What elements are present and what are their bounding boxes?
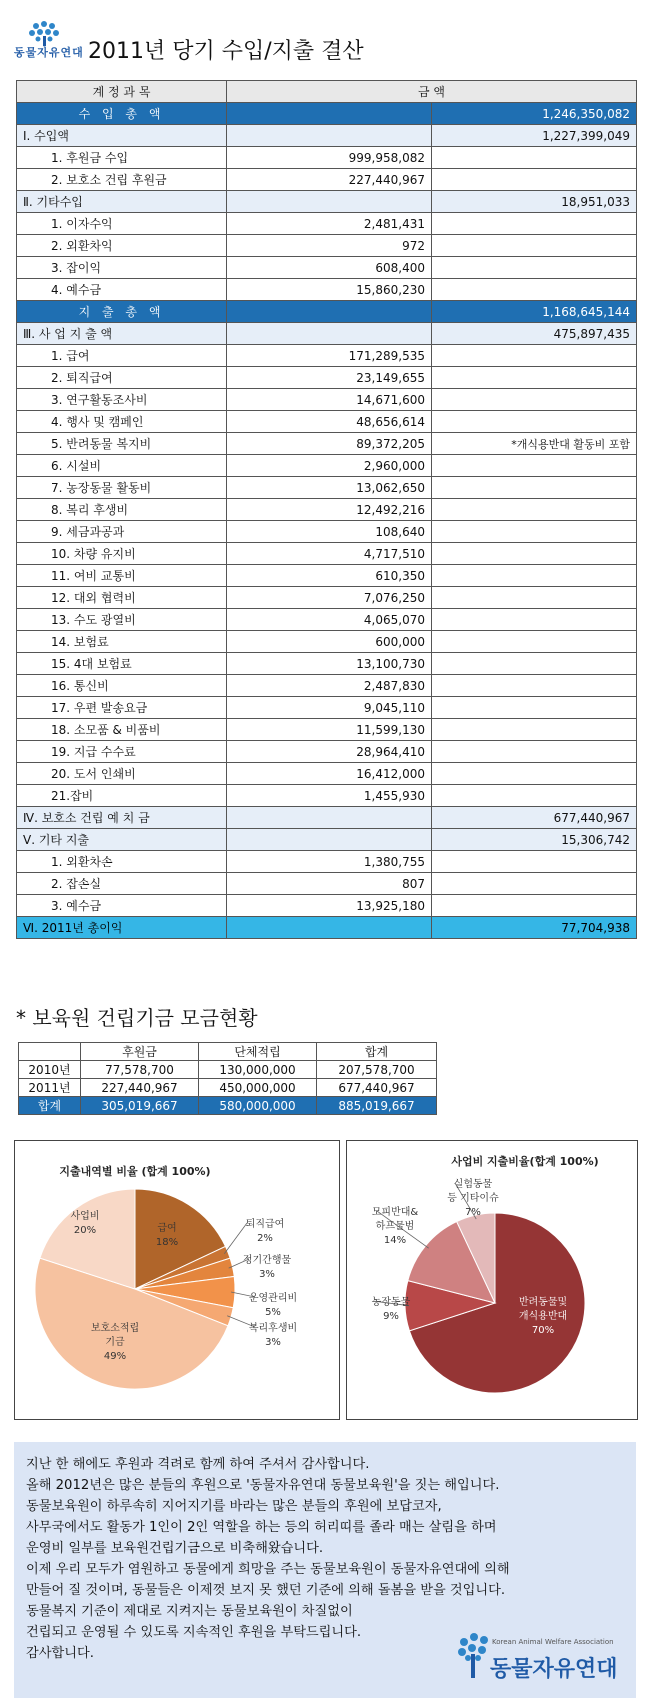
row-label: 15. 4대 보험료 — [17, 653, 227, 675]
leader-line — [224, 1223, 247, 1254]
row-label: 19. 지급 수수료 — [17, 741, 227, 763]
row-amount: 11,599,130 — [227, 719, 432, 741]
row-amount: 89,372,205 — [227, 433, 432, 455]
table-row — [17, 653, 637, 675]
table-row — [17, 389, 637, 411]
business-ratio-chart — [346, 1140, 638, 1420]
row-note — [432, 543, 637, 565]
table-row — [17, 873, 637, 895]
row-amount: 4,717,510 — [227, 543, 432, 565]
fund-cell: 885,019,667 — [317, 1097, 437, 1115]
row-note — [432, 499, 637, 521]
table-row — [17, 521, 637, 543]
row-label: 14. 보험료 — [17, 631, 227, 653]
table-row — [19, 1079, 437, 1097]
table-row — [17, 741, 637, 763]
fund-header-cell: 합계 — [317, 1043, 437, 1061]
row-note — [432, 455, 637, 477]
row-label: 4. 예수금 — [17, 279, 227, 301]
fund-cell: 227,440,967 — [81, 1079, 199, 1097]
category-row — [17, 807, 637, 829]
row-total: 77,704,938 — [432, 917, 637, 939]
row-total: 15,306,742 — [432, 829, 637, 851]
fund-cell: 677,440,967 — [317, 1079, 437, 1097]
row-label: 2. 보호소 건립 후원금 — [17, 169, 227, 191]
message-line: 만들어 질 것이며, 동물들은 이제껏 보지 못 했던 기준에 의해 돌봄을 받을 것입니다. — [26, 1583, 506, 1598]
table-row — [17, 631, 637, 653]
row-amount: 13,062,650 — [227, 477, 432, 499]
slice-label: 모피반대& 하프물범 14% — [371, 1207, 419, 1246]
footer-logo-korean: 동물자유연대 — [490, 1657, 618, 1682]
row-label: 20. 도서 인쇄비 — [17, 763, 227, 785]
category-row — [17, 125, 637, 147]
fund-cell: 130,000,000 — [199, 1061, 317, 1079]
slice-label: 사업비 20% — [70, 1211, 100, 1236]
row-note: *개식용반대 활동비 포함 — [432, 433, 637, 455]
row-label: Ⅰ. 수입액 — [17, 125, 227, 147]
expense-ratio-pie — [15, 1141, 339, 1419]
fund-section-title: * 보육원 건립기금 모금현황 — [16, 1006, 258, 1030]
row-note — [432, 411, 637, 433]
row-label: Ⅴ. 기타 지출 — [17, 829, 227, 851]
row-amount: 12,492,216 — [227, 499, 432, 521]
row-amount: 4,065,070 — [227, 609, 432, 631]
message-line: 지난 한 해에도 후원과 격려로 함께 하여 주셔서 감사합니다. — [26, 1457, 370, 1472]
row-amount: 28,964,410 — [227, 741, 432, 763]
fund-header-cell: 단체적립 — [199, 1043, 317, 1061]
chart-title: 지출내역별 비율 (합계 100%) — [59, 1165, 211, 1178]
fund-header-cell: 후원금 — [81, 1043, 199, 1061]
message-line: 감사합니다. — [26, 1646, 94, 1661]
row-label: 2. 퇴직급여 — [17, 367, 227, 389]
table-row — [17, 257, 637, 279]
row-note — [432, 697, 637, 719]
row-amount: 999,958,082 — [227, 147, 432, 169]
fund-cell: 2011년 — [19, 1079, 81, 1097]
row-note — [432, 631, 637, 653]
row-amount: 9,045,110 — [227, 697, 432, 719]
slice-label: 실험동물 등 기타이슈 7% — [447, 1179, 499, 1218]
row-amount: 23,149,655 — [227, 367, 432, 389]
slice-label: 반려동물및 개식용반대 70% — [518, 1297, 568, 1336]
row-label: 17. 우편 발송요금 — [17, 697, 227, 719]
slice-label: 농장동물 9% — [371, 1297, 411, 1322]
table-row — [17, 455, 637, 477]
table-row — [17, 279, 637, 301]
message-line: 동물보육원이 하루속히 지어지기를 바라는 많은 분들의 후원에 보답코자, — [26, 1499, 442, 1514]
row-amount: 7,076,250 — [227, 587, 432, 609]
row-amount: 972 — [227, 235, 432, 257]
slice-label: 복리후생비 3% — [248, 1323, 298, 1348]
chart-title: 사업비 지출비율(합계 100%) — [451, 1155, 599, 1168]
row-amount: 2,481,431 — [227, 213, 432, 235]
row-note — [432, 675, 637, 697]
row-label: 2. 외환차익 — [17, 235, 227, 257]
fund-cell: 305,019,667 — [81, 1097, 199, 1115]
row-label: 12. 대외 협력비 — [17, 587, 227, 609]
category-row — [17, 191, 637, 213]
fund-header-cell — [19, 1043, 81, 1061]
row-note — [432, 719, 637, 741]
table-row — [17, 675, 637, 697]
ledger-header-row — [17, 81, 637, 103]
thank-you-message — [14, 1442, 636, 1698]
table-row — [17, 411, 637, 433]
row-amount: 13,100,730 — [227, 653, 432, 675]
row-label: Ⅲ. 사 업 지 출 액 — [17, 323, 227, 345]
row-amount: 171,289,535 — [227, 345, 432, 367]
row-amount: 2,960,000 — [227, 455, 432, 477]
message-line: 올해 2012년은 많은 분들의 후원으로 '동물자유연대 동물보육원'을 짓는 해입니다. — [26, 1478, 500, 1493]
row-total: 18,951,033 — [432, 191, 637, 213]
fund-total-row — [19, 1097, 437, 1115]
expense-total-row — [17, 301, 637, 323]
row-total: 677,440,967 — [432, 807, 637, 829]
slice-label: 급여 18% — [155, 1223, 179, 1248]
row-label: 3. 연구활동조사비 — [17, 389, 227, 411]
row-amount: 13,925,180 — [227, 895, 432, 917]
row-note — [432, 763, 637, 785]
table-row — [17, 235, 637, 257]
logo-text: 동물자유연대 — [14, 46, 84, 59]
row-total: 1,227,399,049 — [432, 125, 637, 147]
table-row — [17, 763, 637, 785]
row-label: 수 입 총 액 — [17, 103, 227, 125]
fund-cell: 77,578,700 — [81, 1061, 199, 1079]
row-amount: 16,412,000 — [227, 763, 432, 785]
row-label: 3. 예수금 — [17, 895, 227, 917]
table-row — [17, 587, 637, 609]
page-title: 2011년 당기 수입/지출 결산 — [88, 39, 364, 64]
row-label: 7. 농장동물 활동비 — [17, 477, 227, 499]
fund-table — [18, 1042, 437, 1115]
row-label: 1. 급여 — [17, 345, 227, 367]
table-row — [17, 433, 637, 455]
col-amount-header: 금 액 — [227, 81, 637, 103]
table-row — [19, 1061, 437, 1079]
row-label: 5. 반려동물 복지비 — [17, 433, 227, 455]
row-label: Ⅱ. 기타수입 — [17, 191, 227, 213]
row-note — [432, 521, 637, 543]
table-row — [17, 345, 637, 367]
row-note — [432, 477, 637, 499]
category-row — [17, 323, 637, 345]
message-line: 이제 우리 모두가 염원하고 동물에게 희망을 주는 동물보육원이 동물자유연대에 의해 — [26, 1562, 510, 1577]
row-label: Ⅵ. 2011년 총이익 — [17, 917, 227, 939]
row-amount: 600,000 — [227, 631, 432, 653]
row-note — [432, 367, 637, 389]
table-row — [17, 499, 637, 521]
row-amount: 15,860,230 — [227, 279, 432, 301]
row-label: 1. 후원금 수입 — [17, 147, 227, 169]
net-income-row — [17, 917, 637, 939]
row-amount: 227,440,967 — [227, 169, 432, 191]
row-amount: 48,656,614 — [227, 411, 432, 433]
row-amount: 108,640 — [227, 521, 432, 543]
row-label: 13. 수도 광열비 — [17, 609, 227, 631]
row-amount: 608,400 — [227, 257, 432, 279]
fund-cell: 580,000,000 — [199, 1097, 317, 1115]
row-label: 지 출 총 액 — [17, 301, 227, 323]
table-row — [17, 851, 637, 873]
fund-header-row — [19, 1043, 437, 1061]
message-line: 건립되고 운영될 수 있도록 지속적인 후원을 부탁드립니다. — [26, 1625, 362, 1640]
business-ratio-pie — [347, 1141, 637, 1419]
row-total: 1,168,645,144 — [432, 301, 637, 323]
row-label: 8. 복리 후생비 — [17, 499, 227, 521]
table-row — [17, 169, 637, 191]
row-amount: 2,487,830 — [227, 675, 432, 697]
message-line: 사무국에서도 활동가 1인이 2인 역할을 하는 등의 허리띠를 졸라 매는 살림을 하며 — [26, 1520, 497, 1535]
slice-label: 운영관리비 5% — [248, 1293, 298, 1318]
row-total: 1,246,350,082 — [432, 103, 637, 125]
table-row — [17, 543, 637, 565]
table-row — [17, 785, 637, 807]
row-note — [432, 565, 637, 587]
fund-cell: 207,578,700 — [317, 1061, 437, 1079]
row-label: 21.잡비 — [17, 785, 227, 807]
table-row — [17, 147, 637, 169]
table-row — [17, 697, 637, 719]
expense-ratio-chart — [14, 1140, 340, 1420]
message-line: 운영비 일부를 보육원건립기금으로 비축해왔습니다. — [26, 1541, 324, 1556]
table-row — [17, 565, 637, 587]
row-note — [432, 741, 637, 763]
row-note — [432, 345, 637, 367]
row-total: 475,897,435 — [432, 323, 637, 345]
table-row — [17, 609, 637, 631]
row-amount: 807 — [227, 873, 432, 895]
fund-cell: 450,000,000 — [199, 1079, 317, 1097]
row-label: 3. 잡이익 — [17, 257, 227, 279]
row-label: 9. 세금과공과 — [17, 521, 227, 543]
row-note — [432, 609, 637, 631]
row-label: Ⅳ. 보호소 건립 예 치 금 — [17, 807, 227, 829]
income-total-row — [17, 103, 637, 125]
row-label: 4. 행사 및 캠페인 — [17, 411, 227, 433]
row-note — [432, 653, 637, 675]
category-row — [17, 829, 637, 851]
row-label: 1. 이자수익 — [17, 213, 227, 235]
row-label: 18. 소모품 & 비품비 — [17, 719, 227, 741]
row-label: 1. 외환차손 — [17, 851, 227, 873]
row-note — [432, 587, 637, 609]
fund-cell: 2010년 — [19, 1061, 81, 1079]
slice-label: 퇴직급여 2% — [245, 1219, 285, 1244]
fund-cell: 합계 — [19, 1097, 81, 1115]
row-amount: 610,350 — [227, 565, 432, 587]
row-label: 10. 차량 유지비 — [17, 543, 227, 565]
table-row — [17, 895, 637, 917]
col-account-header: 계 정 과 목 — [17, 81, 227, 103]
row-label: 11. 여비 교통비 — [17, 565, 227, 587]
message-line: 동물복지 기준이 제대로 지켜지는 동물보육원이 차질없이 — [26, 1604, 353, 1619]
row-label: 2. 잡손실 — [17, 873, 227, 895]
footer-logo-english: Korean Animal Welfare Association — [492, 1638, 614, 1646]
row-amount: 1,455,930 — [227, 785, 432, 807]
row-note — [432, 785, 637, 807]
table-row — [17, 477, 637, 499]
row-label: 6. 시설비 — [17, 455, 227, 477]
row-amount: 14,671,600 — [227, 389, 432, 411]
row-note — [432, 389, 637, 411]
row-label: 16. 통신비 — [17, 675, 227, 697]
slice-label: 보호소적립 기금 49% — [90, 1323, 140, 1362]
table-row — [17, 213, 637, 235]
table-row — [17, 367, 637, 389]
page-header — [14, 18, 634, 68]
table-row — [17, 719, 637, 741]
row-amount: 1,380,755 — [227, 851, 432, 873]
message-lines — [26, 1454, 510, 1664]
slice-label: 정기간행물 3% — [242, 1255, 292, 1280]
ledger-table — [16, 80, 637, 939]
